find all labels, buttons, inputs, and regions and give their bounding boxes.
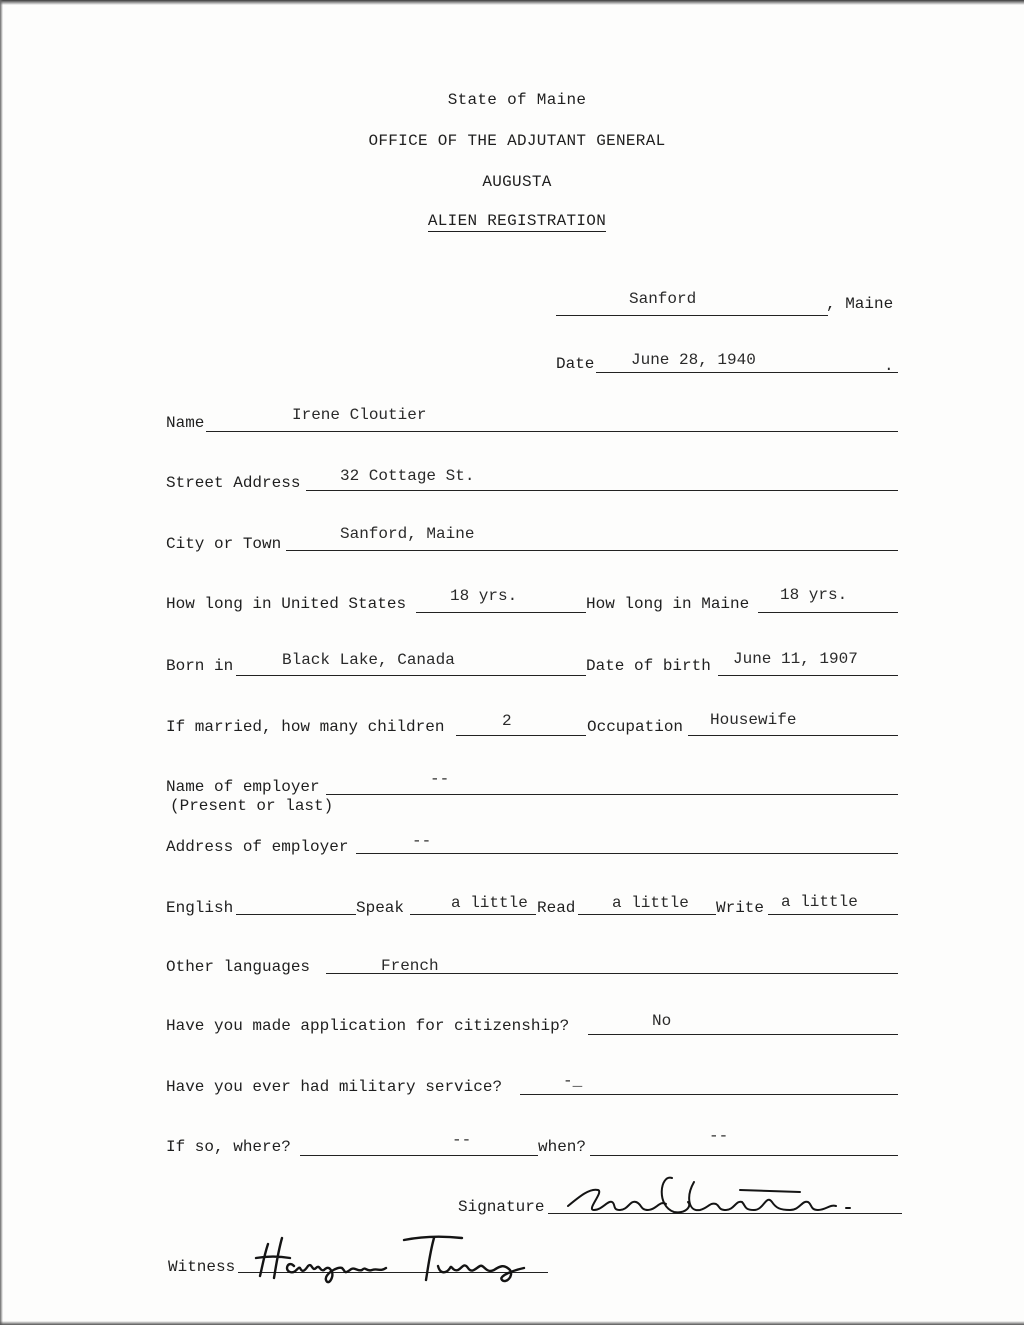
date-end-mark: . — [884, 357, 894, 375]
dob-line — [718, 675, 898, 676]
signature-label: Signature — [458, 1198, 545, 1216]
english-label: English — [166, 899, 234, 917]
other-languages-label: Other languages — [166, 958, 311, 976]
date-value: June 28, 1940 — [631, 351, 756, 369]
us-years-line — [416, 612, 586, 613]
where-line — [300, 1155, 538, 1156]
maine-years-value: 18 yrs. — [780, 586, 848, 604]
occupation-value: Housewife — [710, 711, 797, 729]
signature-handwriting — [560, 1166, 860, 1220]
city-line — [286, 550, 898, 551]
citizenship-value: No — [652, 1012, 672, 1030]
english-line — [236, 914, 356, 915]
children-value: 2 — [502, 712, 512, 730]
signature-scribble — [560, 1166, 860, 1220]
employer-address-line — [356, 853, 898, 854]
employer-value: -- — [430, 770, 450, 788]
children-label: If married, how many children — [166, 718, 445, 736]
dob-label: Date of birth — [586, 657, 711, 675]
children-line — [456, 735, 586, 736]
write-label: Write — [716, 899, 765, 917]
scan-edge-top — [0, 0, 1024, 5]
born-in-line — [236, 675, 586, 676]
us-years-value: 18 yrs. — [450, 587, 518, 605]
us-years-label: How long in United States — [166, 595, 407, 613]
employer-line — [326, 794, 898, 795]
read-label: Read — [537, 899, 576, 917]
maine-years-line — [758, 612, 898, 613]
name-value: Irene Cloutier — [292, 406, 427, 424]
name-line — [206, 431, 898, 432]
employer-address-value: -- — [412, 832, 432, 850]
write-line — [768, 914, 898, 915]
where-label: If so, where? — [166, 1138, 291, 1156]
when-value: -- — [709, 1127, 729, 1145]
scan-edge-bottom — [0, 1321, 1024, 1325]
city-label: City or Town — [166, 535, 282, 553]
date-line — [596, 372, 898, 373]
place-line — [556, 315, 828, 316]
city-value: Sanford, Maine — [340, 525, 475, 543]
occupation-line — [688, 735, 898, 736]
read-line — [578, 914, 716, 915]
military-value: -_ — [563, 1072, 583, 1090]
other-languages-value: French — [381, 957, 439, 975]
where-value: -- — [452, 1131, 472, 1149]
header-city: AUGUSTA — [482, 173, 552, 191]
born-in-value: Black Lake, Canada — [282, 651, 455, 669]
employer-sublabel: (Present or last) — [170, 797, 334, 815]
speak-value: a little — [451, 894, 528, 912]
speak-line — [410, 914, 536, 915]
citizenship-label: Have you made application for citizenship? — [166, 1017, 570, 1035]
header-state: State of Maine — [447, 91, 587, 109]
military-label: Have you ever had military service? — [166, 1078, 503, 1096]
scan-edge-left — [0, 0, 3, 1325]
dob-value: June 11, 1907 — [733, 650, 858, 668]
read-value: a little — [612, 894, 689, 912]
header-office: OFFICE OF THE ADJUTANT GENERAL — [368, 132, 666, 150]
speak-label: Speak — [356, 899, 405, 917]
form-title-text: ALIEN REGISTRATION — [427, 212, 607, 230]
born-in-label: Born in — [166, 657, 234, 675]
military-line — [520, 1094, 898, 1095]
write-value: a little — [781, 893, 858, 911]
street-label: Street Address — [166, 474, 301, 492]
date-label: Date — [556, 355, 595, 373]
witness-scribble — [254, 1230, 554, 1288]
place-town-value: Sanford — [629, 290, 697, 308]
witness-handwriting — [254, 1230, 554, 1288]
street-line — [306, 490, 898, 491]
witness-label: Witness — [168, 1258, 236, 1276]
employer-address-label: Address of employer — [166, 838, 349, 856]
street-value: 32 Cottage St. — [340, 467, 475, 485]
when-line — [590, 1155, 898, 1156]
maine-years-label: How long in Maine — [586, 595, 750, 613]
employer-label: Name of employer — [166, 778, 320, 796]
name-label: Name — [166, 414, 205, 432]
place-state-label: , Maine — [826, 295, 894, 313]
when-label: when? — [538, 1138, 587, 1156]
form-title — [0, 212, 1024, 230]
citizenship-line — [588, 1034, 898, 1035]
occupation-label: Occupation — [587, 718, 684, 736]
